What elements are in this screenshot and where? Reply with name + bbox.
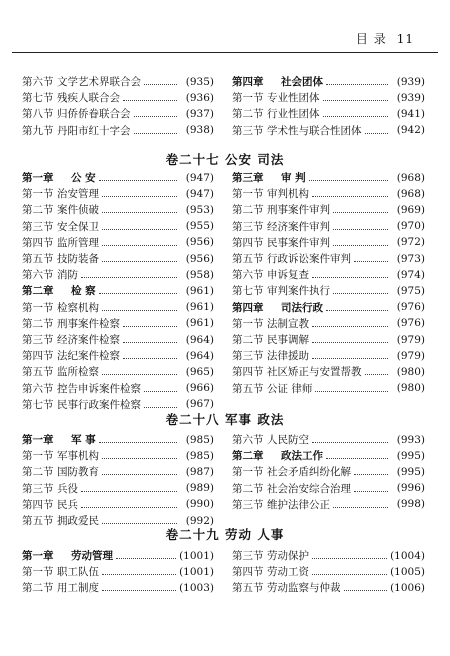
entry-label: 第一节 <box>22 566 54 579</box>
entry-label: 第一章 <box>22 172 54 184</box>
entry-label: 第一节 <box>22 450 54 463</box>
entry-page: (958) <box>185 268 214 281</box>
toc-section-entry <box>232 497 425 512</box>
entry-label: 第二节 <box>232 108 264 121</box>
entry-label: 第四章 <box>232 301 264 314</box>
entry-title: 兵役 <box>57 482 78 495</box>
dot-leader <box>102 474 177 475</box>
entry-label: 第二节 <box>232 204 264 217</box>
entry-page: (1001) <box>179 549 214 562</box>
dot-leader <box>102 212 177 213</box>
toc-chapter-entry <box>232 170 425 185</box>
dot-leader <box>315 391 388 392</box>
entry-title: 劳动管理 <box>71 550 113 562</box>
dot-leader <box>123 326 177 327</box>
entry-label: 第五节 <box>22 253 54 265</box>
entry-label: 第二节 <box>232 334 264 346</box>
toc-chapter-entry <box>22 283 214 298</box>
entry-page: (979) <box>396 349 425 362</box>
entry-page: (976) <box>396 317 425 330</box>
entry-title: 丹阳市红十字会 <box>57 124 131 137</box>
entry-title: 专业性团体 <box>267 92 320 105</box>
entry-page: (1003) <box>179 581 214 594</box>
dot-leader <box>312 326 388 327</box>
toc-chapter-entry <box>22 548 214 563</box>
dot-leader <box>123 342 177 343</box>
toc-section-entry <box>22 202 214 217</box>
entry-title: 社会治安综合治理 <box>267 482 351 495</box>
toc-section-entry <box>22 74 214 89</box>
toc-section-entry <box>232 267 425 282</box>
entry-page: (1005) <box>390 565 425 578</box>
toc-section-entry <box>22 219 214 234</box>
toc-chapter-entry <box>232 448 425 463</box>
entry-page: (961) <box>185 284 214 297</box>
dot-leader <box>81 277 177 278</box>
toc-section-entry <box>232 364 425 379</box>
entry-title: 治安管理 <box>57 188 99 201</box>
dot-leader <box>81 507 177 508</box>
dot-leader <box>333 245 388 246</box>
toc-section-entry <box>22 448 214 463</box>
entry-label: 第五节 <box>22 366 54 379</box>
dot-leader <box>102 458 177 459</box>
entry-page: (955) <box>185 220 214 233</box>
toc-section-entry <box>232 283 425 298</box>
entry-title: 用工制度 <box>57 582 99 595</box>
entry-label: 第三节 <box>232 124 264 137</box>
entry-page: (956) <box>185 236 214 249</box>
toc-section-entry <box>232 106 425 121</box>
entry-title: 归侨侨眷联合会 <box>57 108 131 121</box>
toc-section-entry <box>22 316 214 331</box>
entry-page: (970) <box>396 220 425 233</box>
entry-label: 第六节 <box>22 269 54 282</box>
entry-title: 民兵 <box>57 498 78 511</box>
entry-title: 法纪案件检察 <box>57 350 120 363</box>
entry-title: 监所管理 <box>57 236 99 249</box>
dot-leader <box>312 558 387 559</box>
toc-section-entry <box>22 186 214 201</box>
volume-title: 卷二十七 公安 司法 <box>165 152 285 167</box>
toc-section-entry <box>22 364 214 379</box>
entry-title: 社会团体 <box>281 76 323 88</box>
entry-page: (975) <box>396 284 425 297</box>
entry-label: 第三节 <box>232 350 264 363</box>
toc-section-entry <box>232 548 425 563</box>
entry-title: 申诉复查 <box>267 269 309 282</box>
entry-page: (939) <box>396 75 425 88</box>
entry-title: 拥政爱民 <box>57 515 99 527</box>
dot-leader <box>326 310 388 311</box>
entry-label: 第五节 <box>232 582 264 595</box>
toc-chapter-entry <box>232 74 425 89</box>
entry-page: (996) <box>396 482 425 495</box>
entry-label: 第一节 <box>232 92 264 105</box>
entry-page: (987) <box>185 465 214 478</box>
entry-title: 刑事案件审判 <box>267 204 330 217</box>
entry-page: (953) <box>185 203 214 216</box>
toc-section-entry <box>22 348 214 363</box>
toc-section-entry <box>232 481 425 496</box>
dot-leader <box>123 358 177 359</box>
toc-section-entry <box>232 186 425 201</box>
entry-title: 政法工作 <box>281 450 323 463</box>
entry-label: 第一节 <box>232 188 264 201</box>
toc-section-entry <box>22 497 214 512</box>
entry-label: 第四节 <box>232 236 264 249</box>
entry-title: 检察机构 <box>57 301 99 314</box>
entry-page: (961) <box>185 317 214 330</box>
dot-leader <box>102 374 177 375</box>
toc-section-entry <box>22 267 214 282</box>
entry-title: 文学艺术界联合会 <box>57 76 141 88</box>
entry-page: (980) <box>396 365 425 378</box>
entry-page: (979) <box>396 333 425 346</box>
entry-title: 社区矫正与安置帮教 <box>267 366 362 379</box>
entry-page: (941) <box>396 107 425 120</box>
dot-leader <box>326 458 388 459</box>
entry-title: 消防 <box>57 269 78 282</box>
toc-section-entry <box>232 432 425 447</box>
entry-title: 审 判 <box>281 172 306 184</box>
entry-label: 第九节 <box>22 124 54 137</box>
entry-label: 第五节 <box>22 515 54 527</box>
dot-leader <box>312 358 388 359</box>
entry-title: 劳动监察与仲裁 <box>267 582 341 595</box>
entry-page: (976) <box>396 301 425 314</box>
dot-leader <box>144 391 177 392</box>
header-rule <box>12 52 438 53</box>
entry-title: 审判案件执行 <box>267 285 330 298</box>
dot-leader <box>99 180 177 181</box>
entry-label: 第八节 <box>22 108 54 121</box>
entry-label: 第四节 <box>22 498 54 511</box>
entry-title: 行政诉讼案件审判 <box>267 253 351 265</box>
toc-section-entry <box>22 300 214 315</box>
entry-label: 第四节 <box>22 350 54 363</box>
dot-leader <box>102 310 177 311</box>
entry-title: 案件侦破 <box>57 204 99 217</box>
dot-leader <box>312 277 388 278</box>
dot-leader <box>102 229 177 230</box>
entry-title: 劳动保护 <box>267 550 309 562</box>
toc-section-entry <box>22 90 214 105</box>
entry-title: 民事调解 <box>267 334 309 346</box>
entry-title: 法律援助 <box>267 350 309 363</box>
toc-chapter-entry <box>22 432 214 447</box>
entry-label: 第七节 <box>22 398 54 411</box>
entry-label: 第四节 <box>232 366 264 379</box>
entry-page: (992) <box>185 514 214 527</box>
toc-section-entry <box>22 332 214 347</box>
entry-label: 第一章 <box>22 434 54 446</box>
entry-page: (989) <box>185 482 214 495</box>
entry-label: 第七节 <box>232 285 264 298</box>
dot-leader <box>312 442 388 443</box>
entry-title: 审判机构 <box>267 188 309 201</box>
entry-label: 第四节 <box>22 236 54 249</box>
dot-leader <box>134 133 178 134</box>
entry-label: 第二节 <box>22 204 54 217</box>
entry-title: 军 事 <box>71 434 96 446</box>
toc-chapter-entry <box>232 300 425 315</box>
toc-section-entry <box>22 481 214 496</box>
dot-leader <box>365 133 389 134</box>
entry-title: 国防教育 <box>57 466 99 479</box>
dot-leader <box>323 100 389 101</box>
entry-page: (964) <box>185 333 214 346</box>
toc-section-entry <box>22 381 214 396</box>
entry-label: 第三节 <box>232 550 264 562</box>
toc-section-entry <box>22 580 214 595</box>
entry-label: 第一节 <box>22 188 54 201</box>
entry-title: 控告申诉案件检察 <box>57 382 141 395</box>
dot-leader <box>344 590 388 591</box>
volume-title: 卷二十八 军事 政法 <box>165 412 285 427</box>
dot-leader <box>333 229 388 230</box>
entry-title: 经济案件审判 <box>267 220 330 233</box>
entry-label: 第三节 <box>232 498 264 511</box>
entry-label: 第六节 <box>232 269 264 282</box>
dot-leader <box>99 442 177 443</box>
entry-page: (973) <box>396 252 425 265</box>
entry-label: 第二节 <box>232 482 264 495</box>
dot-leader <box>116 558 176 559</box>
entry-page: (1006) <box>390 581 425 594</box>
entry-page: (965) <box>185 365 214 378</box>
entry-page: (935) <box>185 75 214 88</box>
entry-page: (985) <box>185 433 214 446</box>
header-title: 目 录 <box>355 32 387 46</box>
dot-leader <box>333 507 388 508</box>
entry-label: 第一节 <box>232 317 264 330</box>
entry-title: 司法行政 <box>281 301 323 314</box>
toc-section-entry <box>232 90 425 105</box>
entry-page: (968) <box>396 187 425 200</box>
entry-page: (1004) <box>390 549 425 562</box>
toc-section-entry <box>22 106 214 121</box>
toc-chapter-entry <box>22 170 214 185</box>
entry-label: 第五节 <box>232 253 264 265</box>
entry-label: 第三节 <box>22 220 54 233</box>
entry-page: (969) <box>396 203 425 216</box>
dot-leader <box>99 293 177 294</box>
entry-title: 劳动工资 <box>267 566 309 579</box>
dot-leader <box>102 590 176 591</box>
toc-section-entry <box>232 123 425 138</box>
entry-label: 第二节 <box>22 317 54 330</box>
dot-leader <box>312 196 388 197</box>
toc-section-entry <box>22 564 214 579</box>
dot-leader <box>144 84 177 85</box>
entry-page: (947) <box>185 187 214 200</box>
dot-leader <box>102 261 177 262</box>
entry-page: (942) <box>396 124 425 137</box>
entry-title: 法制宣教 <box>267 317 309 330</box>
entry-page: (937) <box>185 107 214 120</box>
entry-title: 经济案件检察 <box>57 334 120 346</box>
entry-title: 民事行政案件检察 <box>57 398 141 411</box>
entry-page: (993) <box>396 433 425 446</box>
entry-page: (990) <box>185 498 214 511</box>
entry-page: (968) <box>396 171 425 184</box>
toc-section-entry <box>232 202 425 217</box>
entry-label: 第六节 <box>22 76 54 88</box>
toc-section-entry <box>232 235 425 250</box>
entry-title: 职工队伍 <box>57 566 99 579</box>
entry-page: (964) <box>185 349 214 362</box>
entry-page: (985) <box>185 449 214 462</box>
toc-section-entry <box>22 235 214 250</box>
entry-label: 第一节 <box>232 466 264 479</box>
dot-leader <box>326 84 388 85</box>
toc-section-entry <box>22 251 214 266</box>
entry-title: 公证 律师 <box>267 382 313 395</box>
entry-label: 第六节 <box>22 382 54 395</box>
entry-label: 第三节 <box>22 482 54 495</box>
entry-title: 行业性团体 <box>267 108 320 121</box>
entry-page: (972) <box>396 236 425 249</box>
dot-leader <box>354 491 388 492</box>
entry-page: (961) <box>185 301 214 314</box>
entry-label: 第三章 <box>232 172 264 184</box>
entry-page: (956) <box>185 252 214 265</box>
toc-section-entry <box>232 251 425 266</box>
entry-label: 第二章 <box>232 450 264 463</box>
dot-leader <box>134 116 178 117</box>
dot-leader <box>102 196 177 197</box>
entry-label: 第四章 <box>232 76 264 88</box>
entry-label: 第五节 <box>232 382 264 395</box>
entry-page: (947) <box>185 171 214 184</box>
dot-leader <box>102 523 177 524</box>
dot-leader <box>102 245 177 246</box>
toc-section-entry <box>232 348 425 363</box>
entry-label: 第一章 <box>22 550 54 562</box>
dot-leader <box>81 491 177 492</box>
dot-leader <box>365 374 389 375</box>
entry-page: (936) <box>185 91 214 104</box>
dot-leader <box>354 261 388 262</box>
entry-page: (995) <box>396 465 425 478</box>
entry-label: 第七节 <box>22 92 54 105</box>
dot-leader <box>102 574 176 575</box>
entry-title: 技防装备 <box>57 253 99 265</box>
toc-section-entry <box>232 332 425 347</box>
entry-title: 安全保卫 <box>57 220 99 233</box>
entry-title: 军事机构 <box>57 450 99 463</box>
toc-section-entry <box>22 123 214 138</box>
dot-leader <box>312 574 387 575</box>
toc-section-entry <box>232 316 425 331</box>
entry-page: (974) <box>396 268 425 281</box>
toc-section-entry <box>232 464 425 479</box>
toc-section-entry <box>232 219 425 234</box>
entry-title: 检 察 <box>71 285 96 298</box>
dot-leader <box>323 116 389 117</box>
entry-page: (939) <box>396 91 425 104</box>
entry-title: 残疾人联合会 <box>57 92 120 105</box>
entry-title: 民事案件审判 <box>267 236 330 249</box>
entry-title: 公 安 <box>71 172 96 184</box>
entry-title: 学术性与联合性团体 <box>267 124 362 137</box>
toc-section-entry <box>232 381 425 396</box>
entry-label: 第六节 <box>232 434 264 446</box>
entry-page: (980) <box>396 382 425 395</box>
page-number: 11 <box>396 32 414 46</box>
dot-leader <box>333 212 388 213</box>
entry-title: 维护法律公正 <box>267 498 330 511</box>
entry-title: 社会矛盾纠纷化解 <box>267 466 351 479</box>
entry-page: (998) <box>396 498 425 511</box>
dot-leader <box>354 474 388 475</box>
entry-page: (995) <box>396 449 425 462</box>
volume-title: 卷二十九 劳动 人事 <box>165 527 285 542</box>
entry-label: 第二节 <box>22 582 54 595</box>
entry-title: 监所检察 <box>57 366 99 379</box>
toc-section-entry <box>232 564 425 579</box>
dot-leader <box>312 342 388 343</box>
entry-page: (966) <box>185 382 214 395</box>
dot-leader <box>144 407 177 408</box>
entry-title: 刑事案件检察 <box>57 317 120 330</box>
entry-title: 人民防空 <box>267 434 309 446</box>
entry-page: (938) <box>185 124 214 137</box>
entry-page: (1001) <box>179 565 214 578</box>
toc-section-entry <box>22 464 214 479</box>
dot-leader <box>123 100 177 101</box>
entry-label: 第三节 <box>232 220 264 233</box>
entry-label: 第二章 <box>22 285 54 298</box>
entry-label: 第三节 <box>22 334 54 346</box>
running-header <box>356 30 414 47</box>
dot-leader <box>309 180 388 181</box>
entry-page: (967) <box>185 398 214 411</box>
toc-section-entry <box>232 580 425 595</box>
entry-label: 第二节 <box>22 466 54 479</box>
entry-label: 第一节 <box>22 301 54 314</box>
entry-label: 第四节 <box>232 566 264 579</box>
dot-leader <box>333 293 388 294</box>
